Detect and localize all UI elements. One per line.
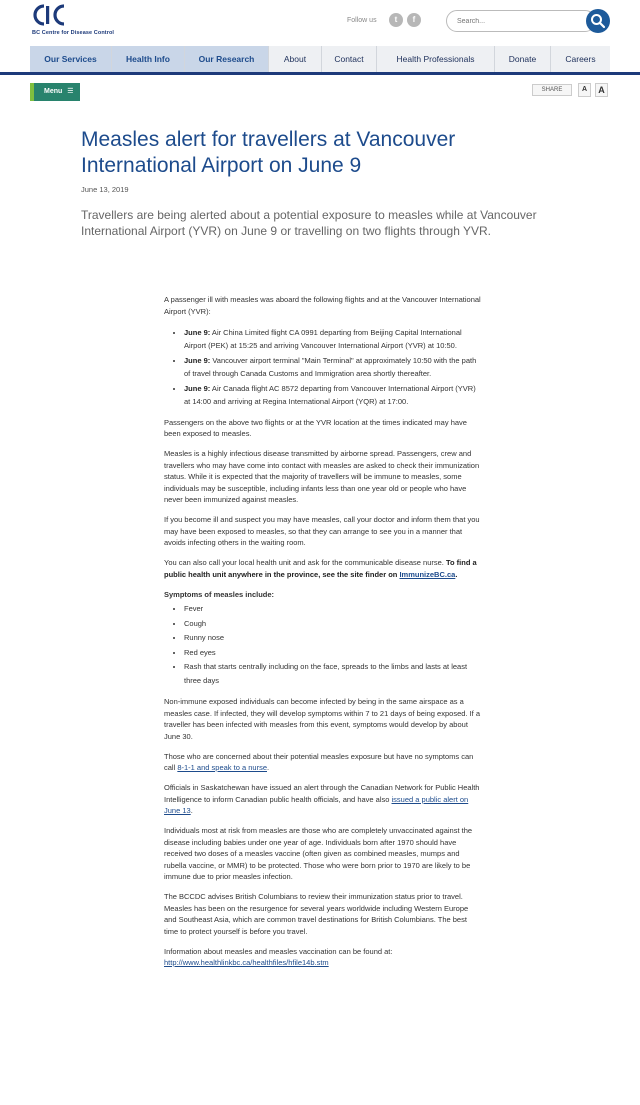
nav-careers[interactable]: Careers — [565, 54, 596, 64]
call-text: You can also call your local health unit and ask for the communicable disease nurse. — [164, 558, 446, 567]
list-item: • Cough — [184, 617, 482, 631]
list-item: • Runny nose — [184, 631, 482, 645]
concerned-paragraph — [164, 751, 482, 774]
hamburger-icon: ☰ — [67, 88, 74, 95]
immunizebc-link[interactable]: ImmunizeBC.ca — [399, 569, 456, 579]
font-increase-button[interactable]: A — [595, 83, 608, 97]
officials-paragraph — [164, 782, 482, 817]
nonimmune-paragraph: Non-immune exposed individuals can become infected by being in the same airspace as a measles case. If infected, they will develop symptoms within 7 to 21 days of being exposed. If a traveller has been infected with measles from this event, symptoms would develop by about June 30. — [164, 697, 480, 741]
list-item: • Rash that starts centrally including on the face, spreads to the limbs and lasts at least three days — [184, 660, 482, 687]
nav-our-services[interactable]: Our Services — [30, 46, 112, 72]
list-item: • Red eyes — [184, 646, 482, 660]
call-bold-text: To find a public health unit anywhere in the province, see the site finder on — [164, 558, 477, 579]
nurse-line-link[interactable]: 8-1-1 and speak to a nurse — [177, 763, 267, 772]
call-paragraph — [164, 557, 482, 580]
nav-about[interactable]: About — [269, 46, 322, 72]
flight-date: June 9: — [184, 383, 211, 393]
public-alert-link[interactable]: issued a public alert on June 13 — [164, 794, 469, 815]
follow-us-label: Follow us — [347, 17, 377, 24]
ill-paragraph: If you become ill and suspect you may have measles, call your doctor and inform them that you may have been exposed to measles, so that they can arrange to see you in a manner that avoids infecting others in the waiting room. — [164, 515, 480, 547]
flight-date: June 9: — [184, 355, 211, 365]
flight-text: Air Canada flight AC 8572 departing from Vancouver International Airport (YVR) at 14:00 and arriving at Regina International Airport (YQR) at 17:00. — [184, 383, 476, 406]
list-item — [184, 382, 482, 408]
list-item — [184, 354, 482, 380]
list-item — [184, 326, 482, 352]
search-input[interactable] — [457, 15, 577, 28]
nav-health-info[interactable]: Health Info — [112, 46, 185, 72]
search-icon — [586, 9, 610, 33]
nav-contact[interactable]: Contact — [322, 46, 377, 72]
page-title: Measles alert for travellers at Vancouver International Airport on June 9 — [81, 128, 456, 177]
infectious-paragraph: Measles is a highly infectious disease transmitted by airborne spread. Passengers, crew and travellers who may have come into contact with measles are asked to check their immunization status. While it is expected that the majority of travellers will be immune to measles, some individuals may be susceptible, including infants less than one year old or people who have never been immunized against measles. — [164, 449, 480, 504]
menu-label: Menu — [44, 88, 63, 95]
flight-list — [184, 326, 482, 408]
share-label: SHARE — [541, 87, 563, 93]
facebook-icon[interactable]: f — [407, 13, 421, 27]
search-box — [446, 10, 596, 32]
nav-donate[interactable]: Donate — [495, 46, 551, 72]
call-post-text: . — [455, 569, 458, 579]
symptoms-heading: Symptoms of measles include: — [164, 589, 275, 599]
flight-text: Air China Limited flight CA 0991 departing from Beijing Capital International Airport (PEK) at 15:25 and arriving Vancouver International Airport (YVR) at 10:50. — [184, 327, 462, 350]
article-body — [164, 294, 482, 977]
twitter-icon[interactable]: t — [389, 13, 403, 27]
share-button[interactable] — [532, 84, 572, 96]
healthlink-link[interactable]: http://www.healthlinkbc.ca/healthfiles/hfile14b.stm — [164, 958, 329, 967]
nav-our-research[interactable]: Our Research — [185, 46, 269, 72]
logo-text: BC Centre for Disease Control — [32, 30, 115, 36]
flight-text: Vancouver airport terminal "Main Terminal" at approximately 10:50 with the path of travel through Canada Customs and Immigration area shortly thereafter. — [184, 355, 477, 378]
exposure-paragraph: Passengers on the above two flights or at the YVR location at the times indicated may have been exposed to measles. — [164, 417, 467, 438]
main-nav — [30, 46, 610, 72]
info-paragraph — [164, 946, 482, 969]
intro-paragraph: A passenger ill with measles was aboard the following flights and at the Vancouver International Airport (YVR): — [164, 295, 481, 316]
info-text: Information about measles and measles vaccination can be found at: — [164, 946, 393, 956]
font-decrease-button[interactable]: A — [578, 83, 591, 97]
risk-paragraph: Individuals most at risk from measles are those who are completely unvaccinated against the disease including babies under one year of age. Individuals born after 1970 should have received two doses of a measles vaccine (often given as combined measles, mumps and rubella vaccine, or MMR) to be protected. Those who were born prior to 1970 are likely to be immune due to prior measles infection. — [164, 826, 473, 881]
logo-mark-icon — [30, 3, 74, 27]
publish-date: June 13, 2019 — [81, 185, 129, 194]
bccdc-paragraph: The BCCDC advises British Columbians to review their immunization status prior to travel. Measles has been on the resurgence for several years worldwide including Western Europe and Southeast Asia, which are common travel destinations for British Columbians. The best time to protect yourself is before you travel. — [164, 892, 469, 936]
bccdc-logo[interactable] — [30, 3, 140, 39]
officials-post-text: . — [190, 806, 193, 815]
nav-health-professionals[interactable]: Health Professionals — [377, 46, 495, 72]
nav-divider — [0, 72, 640, 75]
lead-paragraph: Travellers are being alerted about a potential exposure to measles while at Vancouver International Airport (YVR) on June 9 or travelling on two flights through YVR. — [81, 208, 537, 238]
menu-button[interactable] — [30, 83, 80, 101]
officials-text: Officials in Saskatchewan have issued an alert through the Canadian Network for Public Health Intelligence to inform Canadian public health officials, and have also — [164, 783, 480, 804]
concerned-text: Those who are concerned about their potential measles exposure but have no symptoms can call — [164, 751, 474, 772]
concerned-post-text: . — [267, 763, 270, 772]
list-item: • Fever — [184, 602, 482, 616]
flight-date: June 9: — [184, 327, 211, 337]
site-header — [0, 0, 640, 44]
search-button[interactable] — [586, 9, 610, 33]
symptoms-list — [184, 602, 482, 687]
